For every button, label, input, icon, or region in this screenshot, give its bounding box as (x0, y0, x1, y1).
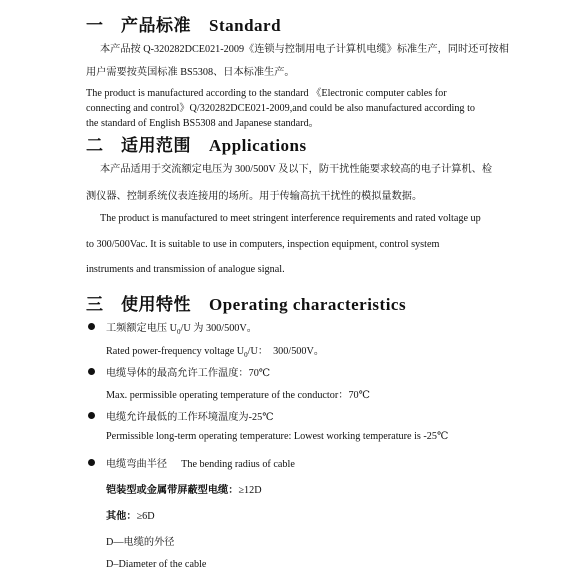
section-title-en: Applications (209, 136, 307, 155)
section-title-cn: 一 产品标准 (86, 16, 191, 35)
paragraph-line: The product is manufactured to meet stringent interference requirements and rated voltage up (100, 213, 481, 224)
section-title-en: Operating characteristics (209, 295, 407, 314)
section-title-en: Standard (209, 16, 282, 35)
bullet-icon (88, 459, 95, 466)
section-title-cn: 二 适用范围 (86, 136, 191, 155)
diameter-note-cn: D—电缆的外径 (106, 537, 175, 548)
section-heading-standard (86, 11, 281, 36)
bending-radius-cn: 电缆弯曲半径 (106, 459, 168, 470)
bullet-icon (88, 412, 95, 419)
paragraph-line: 测仪器、控制系统仪表连接用的场所。用于传输高抗干扰性的模拟量数据。 (86, 191, 423, 202)
section-heading-applications (86, 131, 307, 156)
paragraph-line: 本产品按 Q-320282DCE021-2009《连锁与控制用电子计算机电缆》标准生产，同时还可按相 (100, 44, 509, 55)
radius-armoured-line (106, 481, 262, 496)
radius-other-value: ≥6D (136, 511, 155, 522)
section-title-cn: 三 使用特性 (86, 295, 191, 314)
diameter-note-en: D–Diameter of the cable (106, 559, 207, 570)
section-heading-operating-characteristics (86, 290, 406, 315)
max-temp-cn: 电缆导体的最高允许工作温度：70℃ (106, 368, 271, 379)
paragraph-line: 用户需要按英国标准 BS5308、日本标准生产。 (86, 67, 295, 78)
bending-radius-en: The bending radius of cable (181, 459, 295, 470)
bullet-icon (88, 323, 95, 330)
min-temp-en: Permissible long-term operating temperature: Lowest working temperature is -25℃ (106, 431, 449, 442)
min-temp-cn: 电缆允许最低的工作环境温度为-25℃ (106, 412, 274, 423)
radius-armoured-value: ≥12D (238, 485, 262, 496)
bullet-icon (88, 368, 95, 375)
paragraph-line: the standard of English BS5308 and Japanese standard。 (86, 118, 319, 129)
rated-voltage-cn: 工频额定电压 $U_0/U$ 为 300/500V。 (106, 323, 257, 337)
paragraph-line: to 300/500Vac. It is suitable to use in computers, inspection equipment, control system (86, 239, 440, 250)
paragraph-line: connecting and control》Q/320282DCE021-2009,and could be also manufactured according to (86, 103, 476, 114)
radius-other-label: 其他： (106, 511, 137, 522)
paragraph-line: The product is manufactured according to the standard 《Electronic computer cables for (86, 88, 447, 99)
bending-radius-line (106, 455, 295, 470)
paragraph-line: instruments and transmission of analogue signal. (86, 264, 285, 275)
rated-voltage-en: Rated power-frequency voltage $U_0/U$： 300/500V。 (106, 346, 325, 360)
max-temp-en: Max. permissible operating temperature of the conductor：70℃ (106, 390, 371, 401)
paragraph-line: 本产品适用于交流额定电压为 300/500V 及以下，防干扰性能要求较高的电子计算机、检 (100, 164, 493, 175)
radius-armoured-label: 铠装型或金属带屏蔽型电缆： (106, 485, 239, 496)
radius-other-line (106, 507, 155, 522)
